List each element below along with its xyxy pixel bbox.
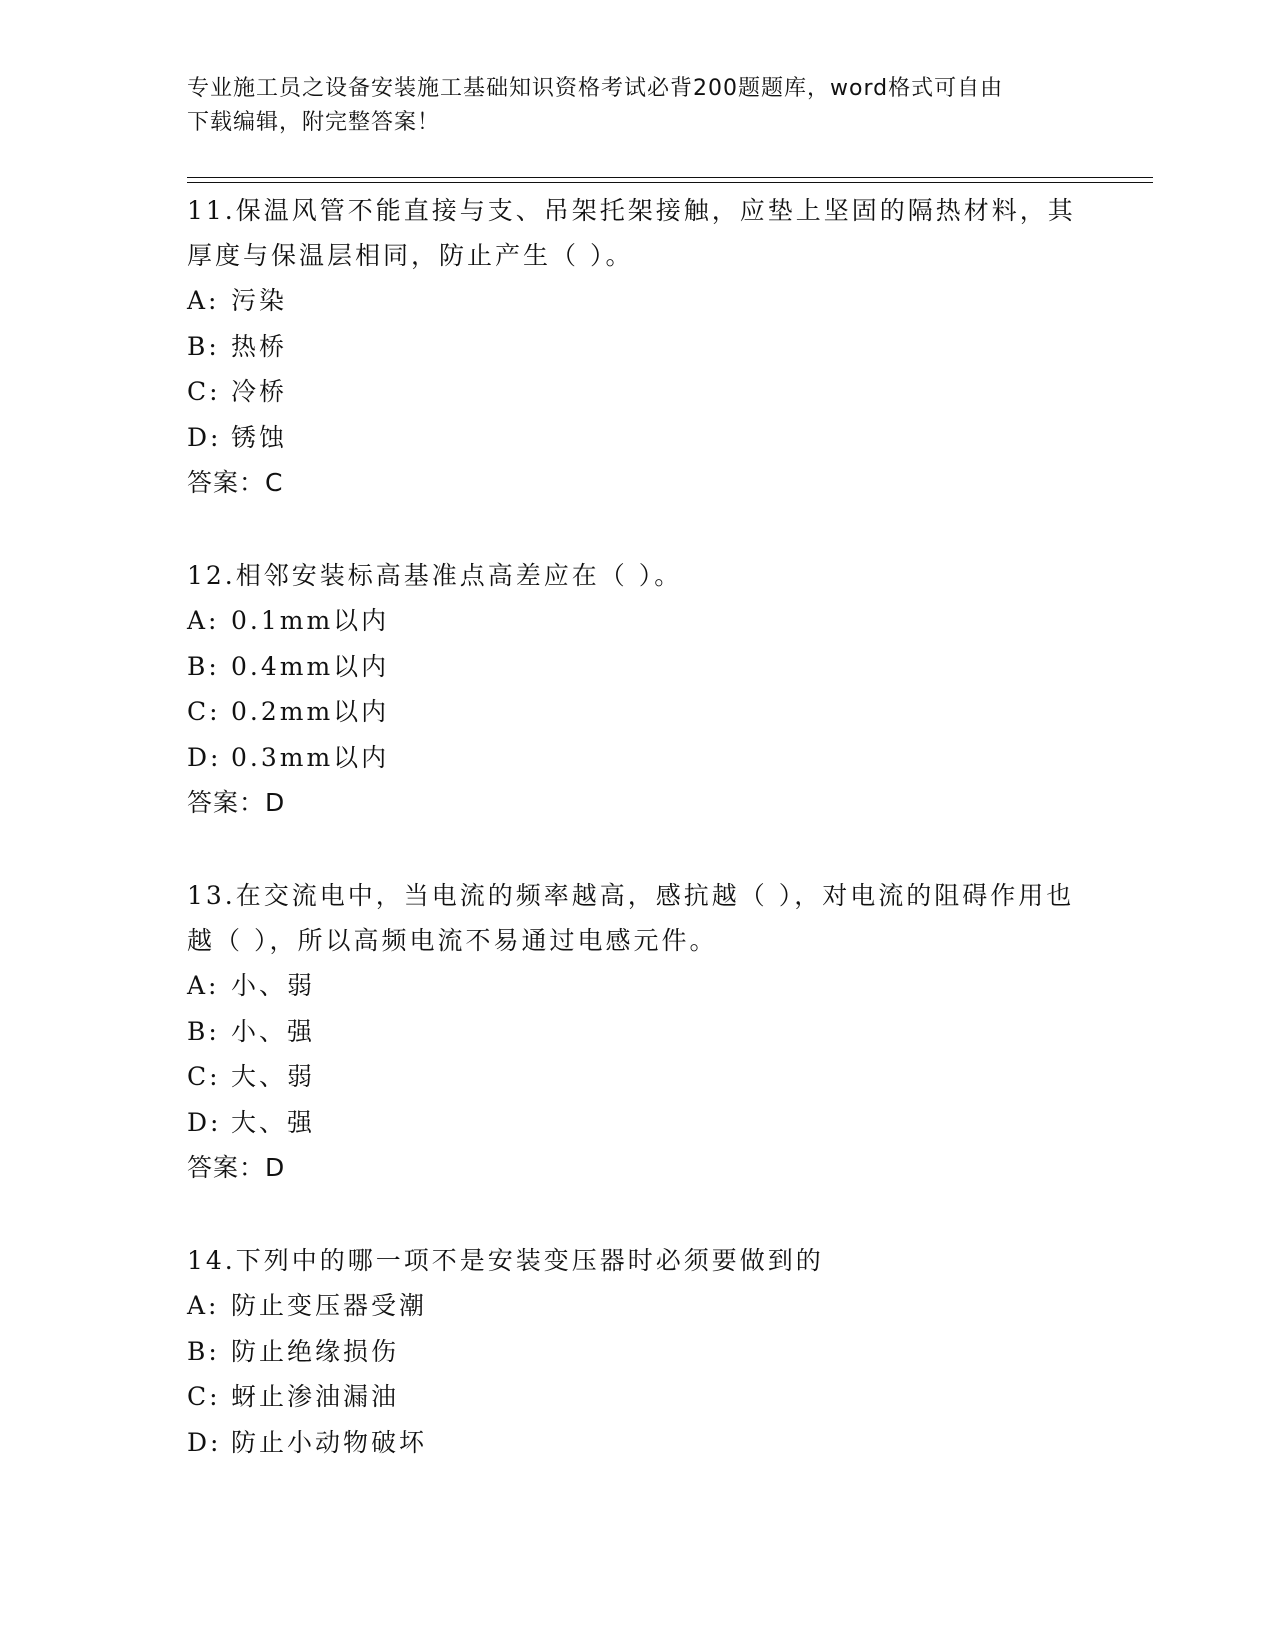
- option-text: 大、弱: [231, 1062, 316, 1091]
- option-letter: B:: [187, 651, 220, 681]
- option-letter: A:: [187, 971, 220, 1000]
- question-12: [187, 553, 1087, 825]
- option-d: [187, 735, 1087, 781]
- option-text: 锈蚀: [231, 422, 288, 452]
- header-line-1: 专业施工员之设备安装施工基础知识资格考试必背200题题库，word格式可自由: [187, 76, 1004, 101]
- option-a: [187, 278, 1087, 324]
- option-b: [187, 1329, 1087, 1375]
- question-11: [187, 188, 1087, 505]
- option-text: 大、强: [231, 1107, 316, 1137]
- option-a: [187, 963, 1087, 1009]
- option-text: 热桥: [231, 331, 288, 361]
- option-letter: B:: [187, 1336, 220, 1366]
- option-text: 蚜止渗油漏油: [231, 1382, 400, 1411]
- question-stem: 12.相邻安装标高基准点高差应在（ ）。: [187, 561, 683, 590]
- question-stem: 13.在交流电中，当电流的频率越高，感抗越（ ），对电流的阻碍作用也越（ ），所以高频电流不易通过电感元件。: [187, 881, 1075, 955]
- option-b: [187, 644, 1087, 690]
- option-letter: D:: [187, 742, 222, 772]
- answer-line: 答案：C: [187, 468, 284, 497]
- option-d: [187, 1420, 1087, 1466]
- option-text: 防止变压器受潮: [231, 1291, 428, 1320]
- document-header: [187, 72, 1087, 140]
- option-letter: A:: [187, 1291, 220, 1320]
- option-text: 0.3mm以内: [231, 742, 390, 772]
- option-letter: C:: [187, 1382, 221, 1411]
- option-d: [187, 1100, 1087, 1146]
- option-letter: B:: [187, 1016, 220, 1046]
- option-a: [187, 1283, 1087, 1329]
- option-text: 冷桥: [231, 377, 288, 406]
- question-stem: 11.保温风管不能直接与支、吊架托架接触，应垫上坚固的隔热材料，其厚度与保温层相同，防止产生（ ）。: [187, 196, 1076, 270]
- option-letter: C:: [187, 377, 221, 406]
- question-stem: 14.下列中的哪一项不是安装变压器时必须要做到的: [187, 1246, 824, 1275]
- question-13: [187, 873, 1087, 1190]
- option-letter: D:: [187, 1427, 222, 1457]
- header-divider-top: [187, 177, 1153, 178]
- option-text: 0.2mm以内: [231, 697, 390, 726]
- option-letter: D:: [187, 422, 222, 452]
- option-letter: D:: [187, 1107, 222, 1137]
- option-letter: C:: [187, 697, 221, 726]
- option-letter: A:: [187, 286, 220, 315]
- option-c: [187, 369, 1087, 415]
- option-b: [187, 1009, 1087, 1055]
- header-divider-bottom: [187, 182, 1153, 183]
- option-b: [187, 324, 1087, 370]
- option-c: [187, 1054, 1087, 1100]
- option-text: 防止绝缘损伤: [231, 1336, 400, 1366]
- option-text: 防止小动物破坏: [231, 1427, 428, 1457]
- option-letter: C:: [187, 1062, 221, 1091]
- option-letter: A:: [187, 606, 220, 635]
- option-text: 小、强: [231, 1016, 316, 1046]
- option-text: 0.4mm以内: [231, 651, 390, 681]
- option-c: [187, 689, 1087, 735]
- option-text: 污染: [231, 286, 288, 315]
- header-line-2: 下载编辑，附完整答案！: [187, 110, 441, 135]
- option-d: [187, 415, 1087, 461]
- question-list: [187, 188, 1087, 1513]
- option-text: 小、弱: [231, 971, 316, 1000]
- answer-line: 答案：D: [187, 788, 286, 817]
- option-a: [187, 598, 1087, 644]
- question-14: [187, 1238, 1087, 1465]
- option-letter: B:: [187, 331, 220, 361]
- option-text: 0.1mm以内: [231, 606, 390, 635]
- option-c: [187, 1374, 1087, 1420]
- answer-line: 答案：D: [187, 1153, 286, 1182]
